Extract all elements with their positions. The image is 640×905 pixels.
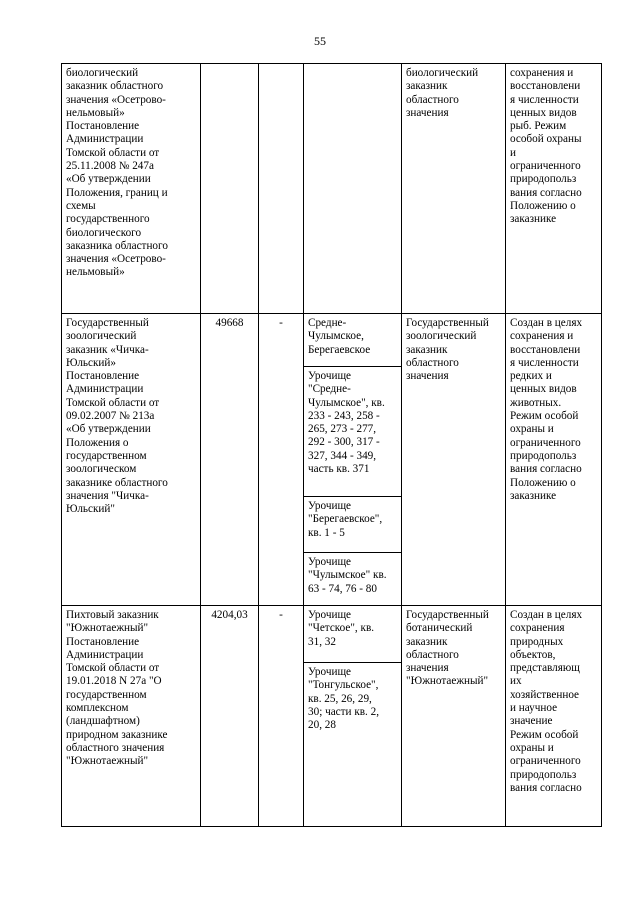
location-cell bbox=[304, 64, 402, 314]
reserve-name-cell: биологический заказник областного значения «Осетрово- нельмовый» Постановление Администрации Томской области от 25.11.2008 № 247а «Об утверждении Положения, границ и схемы государственного биологического заказника областного значения «Осетрово- нельмовый» bbox=[62, 64, 201, 314]
page-number: 55 bbox=[314, 34, 326, 48]
location-cell: Средне- Чулымское, Берегаевское bbox=[304, 314, 402, 367]
category-cell: биологический заказник областного значения bbox=[402, 64, 506, 314]
reserves-table bbox=[61, 63, 602, 827]
table-row bbox=[62, 606, 602, 663]
table-row bbox=[62, 314, 602, 367]
location-cell: Урочище "Тонгульское", кв. 25, 26, 29, 30; части кв. 2, 20, 28 bbox=[304, 663, 402, 827]
aux-cell bbox=[259, 64, 304, 314]
purpose-cell: сохранения и восстановлени я численности ценных видов рыб. Режим особой охраны и ограниченного природопольз вания согласно Положению о заказнике bbox=[506, 64, 602, 314]
aux-cell: - bbox=[259, 606, 304, 827]
location-cell: Урочище "Четское", кв. 31, 32 bbox=[304, 606, 402, 663]
area-cell: 49668 bbox=[201, 314, 259, 606]
location-cell: Урочище "Средне- Чулымское", кв. 233 - 243, 258 - 265, 273 - 277, 292 - 300, 317 - 327, 344 - 349, часть кв. 371 bbox=[304, 367, 402, 497]
category-cell: Государственный ботанический заказник областного значения "Южнотаежный" bbox=[402, 606, 506, 827]
reserve-name-cell: Государственный зоологический заказник «Чичка- Юльский» Постановление Администрации Томской области от 09.02.2007 № 213а «Об утверждении Положения о государственном зоологическом заказнике областного значения "Чичка- Юльский" bbox=[62, 314, 201, 606]
purpose-cell: Создан в целях сохранения природных объектов, представляющ их хозяйственное и научное значение Режим особой охраны и ограниченного природопольз вания согласно bbox=[506, 606, 602, 827]
area-cell: 4204,03 bbox=[201, 606, 259, 827]
area-cell bbox=[201, 64, 259, 314]
location-cell: Урочище "Чулымское" кв. 63 - 74, 76 - 80 bbox=[304, 553, 402, 606]
table-row bbox=[62, 64, 602, 314]
aux-cell: - bbox=[259, 314, 304, 606]
location-cell: Урочище "Берегаевское", кв. 1 - 5 bbox=[304, 497, 402, 553]
purpose-cell: Создан в целях сохранения и восстановлени я численности редких и ценных видов животных. Режим особой охраны и ограниченного природопольз вания согласно Положению о заказнике bbox=[506, 314, 602, 606]
reserve-name-cell: Пихтовый заказник "Южнотаежный" Постановление Администрации Томской области от 19.01.2018 N 27а "О государственном комплексном (ландшафтном) природном заказнике областного значения "Южнотаежный" bbox=[62, 606, 201, 827]
category-cell: Государственный зоологический заказник областного значения bbox=[402, 314, 506, 606]
